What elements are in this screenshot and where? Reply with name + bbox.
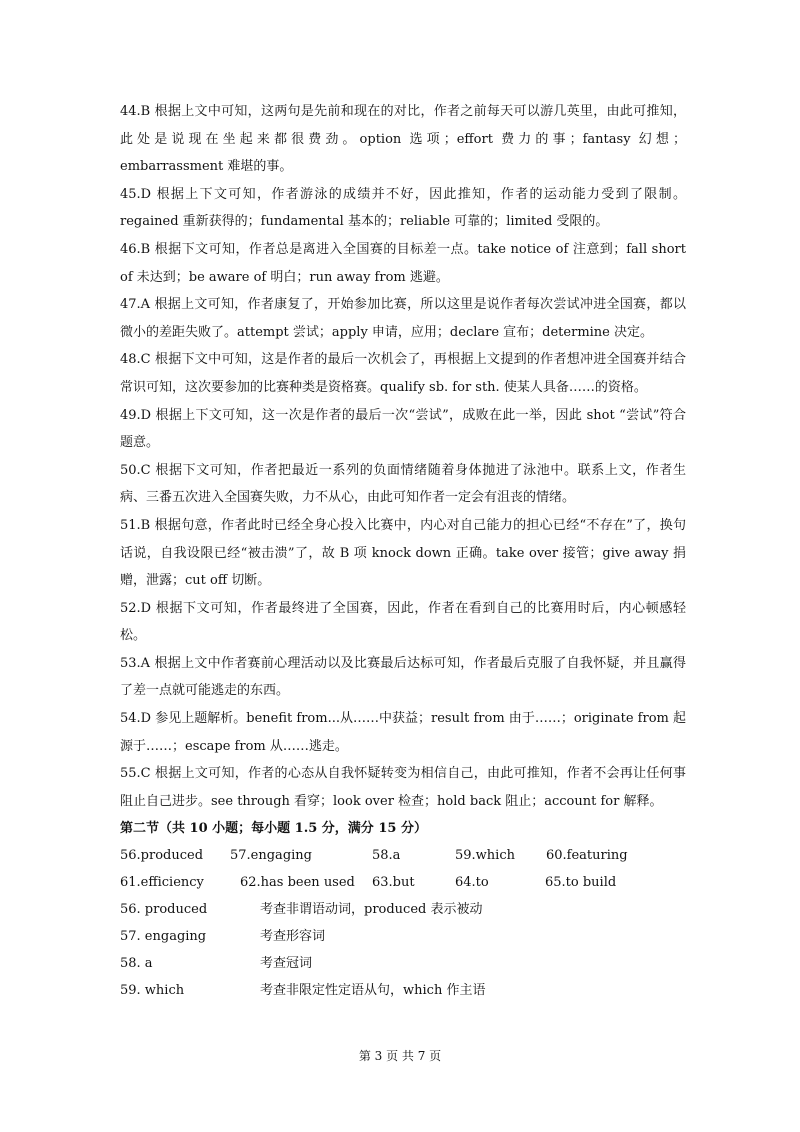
answer-row-2 bbox=[120, 869, 686, 896]
answer-paragraph: 47.A 根据上文可知，作者康复了，开始参加比赛，所以这里是说作者每次尝试冲进全国赛，都以微小的差距失败了。attempt 尝试；apply 申请，应用；declare 宣布；determine 决定。 bbox=[120, 297, 686, 340]
explanation-key: 56. produced bbox=[120, 902, 208, 918]
explanation-text: 考查形容词 bbox=[260, 929, 326, 945]
explanation-key: 58. a bbox=[120, 956, 153, 972]
answer-64: 64.to bbox=[455, 875, 489, 891]
answer-59: 59.which bbox=[455, 848, 515, 864]
answer-paragraph: 55.C 根据上文可知，作者的心态从自我怀疑转变为相信自己，由此可推知，作者不会再让任何事阻止自己进步。see through 看穿；look over 检查；hold back 阻止；account for 解释。 bbox=[120, 766, 686, 809]
answer-paragraph: 50.C 根据下文可知，作者把最近一系列的负面情绪随着身体抛进了泳池中。联系上文，作者生病、三番五次进入全国赛失败，力不从心，由此可知作者一定会有沮丧的情绪。 bbox=[120, 462, 686, 506]
explanation-59 bbox=[120, 977, 686, 1004]
answer-paragraph: 48.C 根据下文中可知，这是作者的最后一次机会了，再根据上文提到的作者想冲进全国赛并结合常识可知，这次要参加的比赛种类是资格赛。qualify sb. for sth. 使某人具备……的资格。 bbox=[120, 352, 686, 395]
explanation-text: 考查冠词 bbox=[260, 956, 313, 972]
answer-56: 56.produced bbox=[120, 848, 204, 864]
answer-58: 58.a bbox=[372, 848, 401, 864]
answer-60: 60.featuring bbox=[546, 848, 628, 864]
answer-paragraph: 44.B 根据上文中可知，这两句是先前和现在的对比，作者之前每天可以游几英里，由此可推知，此处是说现在坐起来都很费劲。option 选项；effort 费力的事；fantasy 幻想；embarrassment 难堪的事。 bbox=[120, 104, 686, 175]
answer-paragraph: 52.D 根据下文可知，作者最终进了全国赛，因此，作者在看到自己的比赛用时后，内心顿感轻松。 bbox=[120, 600, 686, 644]
answer-62: 62.has been used bbox=[240, 875, 355, 891]
explanation-text: 考查非限定性定语从句，which 作主语 bbox=[260, 983, 486, 999]
answer-65: 65.to build bbox=[545, 875, 617, 891]
explanation-key: 57. engaging bbox=[120, 929, 207, 945]
answer-explanations bbox=[120, 98, 686, 815]
answer-paragraph: 53.A 根据上文中作者赛前心理活动以及比赛最后达标可知，作者最后克服了自我怀疑，并且赢得了差一点就可能逃走的东西。 bbox=[120, 655, 686, 699]
answer-63: 63.but bbox=[372, 875, 415, 891]
explanation-text: 考查非谓语动词，produced 表示被动 bbox=[260, 902, 483, 918]
answer-paragraph: 49.D 根据上下文可知，这一次是作者的最后一次“尝试”，成败在此一举，因此 shot “尝试”符合题意。 bbox=[120, 407, 686, 451]
explanation-key: 59. which bbox=[120, 983, 185, 999]
explanation-58 bbox=[120, 950, 686, 977]
answer-row-1 bbox=[120, 842, 686, 869]
answer-paragraph: 46.B 根据下文可知，作者总是离进入全国赛的目标差一点。take notice of 注意到；fall short of 未达到；be aware of 明白；run away from 逃避。 bbox=[120, 241, 686, 285]
answer-paragraph: 45.D 根据上下文可知，作者游泳的成绩并不好，因此推知，作者的运动能力受到了限制。regained 重新获得的；fundamental 基本的；reliable 可靠的；limited 受限的。 bbox=[120, 186, 686, 230]
section-title: 第二节（共 10 小题；每小题 1.5 分，满分 15 分） bbox=[120, 821, 427, 837]
answer-paragraph: 54.D 参见上题解析。benefit from...从……中获益；result from 由于……；originate from 起源于……；escape from 从……逃走。 bbox=[120, 711, 686, 754]
document-body bbox=[120, 98, 686, 1004]
answer-61: 61.efficiency bbox=[120, 875, 204, 891]
explanation-56 bbox=[120, 896, 686, 923]
page-footer: 第 3 页 共 7 页 bbox=[358, 1049, 442, 1063]
answer-paragraph: 51.B 根据句意，作者此时已经全身心投入比赛中，内心对自己能力的担心已经“不存在”了，换句话说，自我设限已经“被击溃”了，故 B 项 knock down 正确。take over 接管；give away 捐赠，泄露；cut off 切断。 bbox=[120, 517, 686, 589]
answer-57: 57.engaging bbox=[230, 848, 312, 864]
explanation-57 bbox=[120, 923, 686, 950]
